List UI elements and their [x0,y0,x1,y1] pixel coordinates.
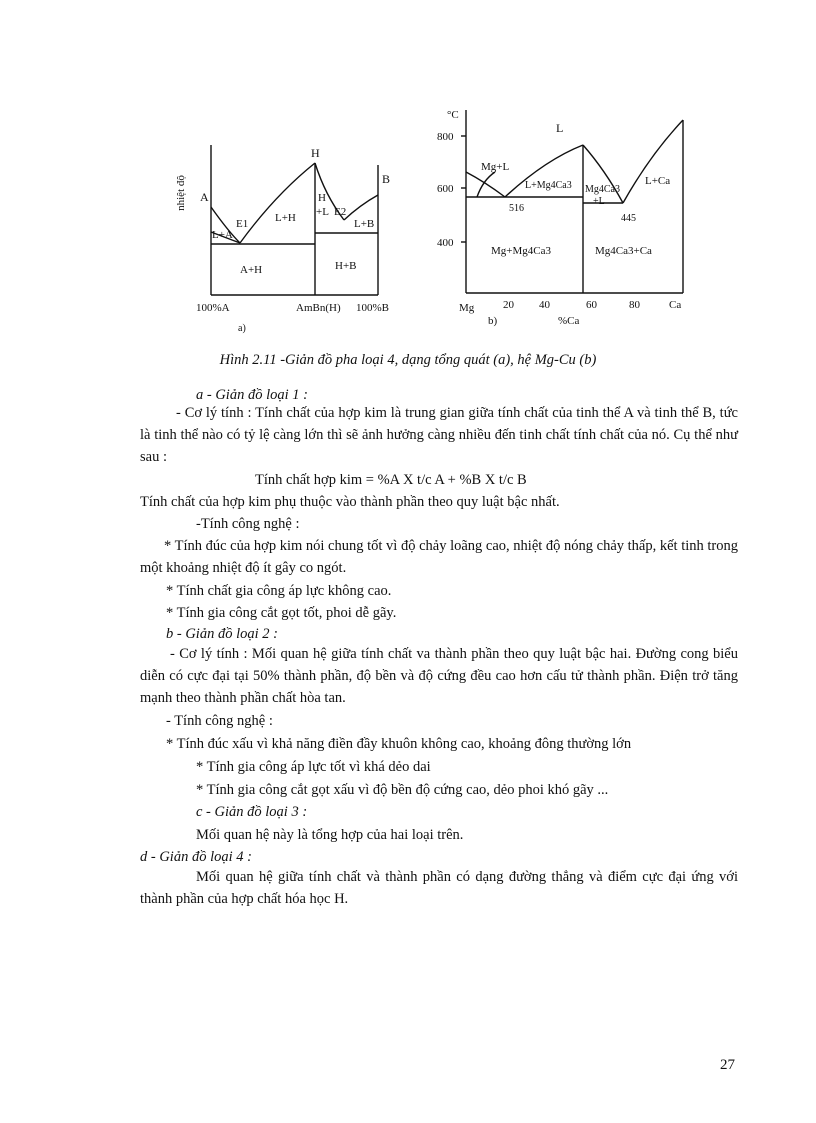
section-d-heading: d - Giản đồ loại 4 : [140,849,252,865]
y-tick-800: 800 [437,131,454,143]
x-label-mg: Mg [459,302,475,314]
region-plusL-b: +L [593,196,605,207]
section-b-bullet-2: * Tính gia công áp lực tốt vì khá dẻo dai [196,759,431,775]
label-H: H [311,146,320,160]
region-L-Mg4Ca3: L+Mg4Ca3 [525,180,572,191]
region-H-label: H [318,192,326,204]
x-tick-80: 80 [629,299,640,311]
region-L: L [556,121,564,135]
region-LH: L+H [275,212,296,224]
section-a-formula: Tính chất hợp kim = %A X t/c A + %B X t/c B [255,472,527,488]
section-a-bullet-2: * Tính chất gia công áp lực không cao. [166,583,392,599]
unit-label: °C [447,109,459,121]
section-a-paragraph-2: Tính chất của hợp kim phụ thuộc vào thành phần theo quy luật bậc nhất. [140,494,560,510]
section-c-heading: c - Giản đồ loại 3 : [196,804,308,820]
region-Mg4Ca3-top: Mg4Ca3 [585,184,620,195]
page-number: 27 [720,1057,735,1073]
section-a-bullet-3: * Tính gia công cắt gọt tốt, phoi dễ gãy. [166,605,397,621]
temp-516: 516 [509,203,524,214]
x-label-left: 100%A [196,302,230,314]
y-tick-400: 400 [437,237,454,249]
phase-diagram-a [170,135,410,335]
y-axis-label: nhiệt độ [175,175,187,211]
label-E1: E1 [236,218,249,230]
section-a-tech-heading: -Tính công nghệ : [196,516,300,532]
region-LB: L+B [354,218,375,230]
x-axis-label: %Ca [558,315,580,327]
y-tick-600: 600 [437,183,454,195]
section-c-paragraph-1: Mối quan hệ này là tổng hợp của hai loại trên. [196,827,464,843]
x-tick-40: 40 [539,299,550,311]
sublabel-a: a) [238,323,246,334]
section-b-paragraph-1: - Cơ lý tính : Mối quan hệ giữa tính chất va thành phần theo quy luật bậc hai. Đường cong biểu diễn có cực đại tại 50% thành phần, độ bền và độ cứng đều cao hơn cấu tử thành phần. Điện trở tăng mạnh theo thành phần chất hòa tan. [140,646,738,706]
section-b-tech-heading: - Tính công nghệ : [166,713,273,729]
x-label-ca: Ca [669,299,682,311]
section-b-heading: b - Giản đồ loại 2 : [166,626,278,642]
region-Mg-Mg4Ca3: Mg+Mg4Ca3 [491,245,551,257]
x-label-right: 100%B [356,302,389,314]
region-MgL: Mg+L [481,161,510,173]
x-tick-60: 60 [586,299,597,311]
phase-diagram-b [425,100,695,335]
section-a-bullet-1: * Tính đúc của hợp kim nói chung tốt vì độ chảy loãng cao, nhiệt độ nóng chảy thấp, kết tinh trong một khoảng nhiệt độ ít gây co ngót. [140,538,738,576]
x-tick-20: 20 [503,299,514,311]
region-plusL: +L [316,206,329,218]
figure-caption: Hình 2.11 -Giản đồ pha loại 4, dạng tổng quát (a), hệ Mg-Cu (b) [219,352,597,368]
x-label-mid: AmBn(H) [296,302,341,314]
region-LA: L+A [212,229,233,241]
label-A: A [200,190,209,204]
sublabel-b: b) [488,315,498,327]
section-b-bullet-1: * Tính đúc xấu vì khả năng điền đầy khuôn không cao, khoảng đông thường lớn [166,736,632,752]
section-a-heading: a - Giản đồ loại 1 : [196,387,308,403]
section-d-paragraph-1: Mối quan hệ giữa tính chất và thành phần có dạng đường thẳng và điểm cực đại ứng với thành phần của hợp chất hóa học H. [140,869,738,907]
region-LCa: L+Ca [645,175,671,187]
label-B: B [382,172,391,186]
label-E2: E2 [334,206,347,218]
region-Mg4Ca3-Ca: Mg4Ca3+Ca [595,245,652,257]
section-b-bullet-3: * Tính gia công cắt gọt xấu vì độ bền độ cứng cao, dẻo phoi khó gãy ... [196,782,609,798]
temp-445: 445 [621,213,636,224]
section-a-paragraph-1: - Cơ lý tính : Tính chất của hợp kim là trung gian giữa tính chất của tinh thể A và tinh thể B, tức là tinh thể nào có tỷ lệ càng lớn thì sẽ ảnh hưởng càng nhiều đến tinh chất tính chất của nó. Cụ thể như sau : [140,405,738,465]
region-HB: H+B [335,260,357,272]
region-AH: A+H [240,264,263,276]
